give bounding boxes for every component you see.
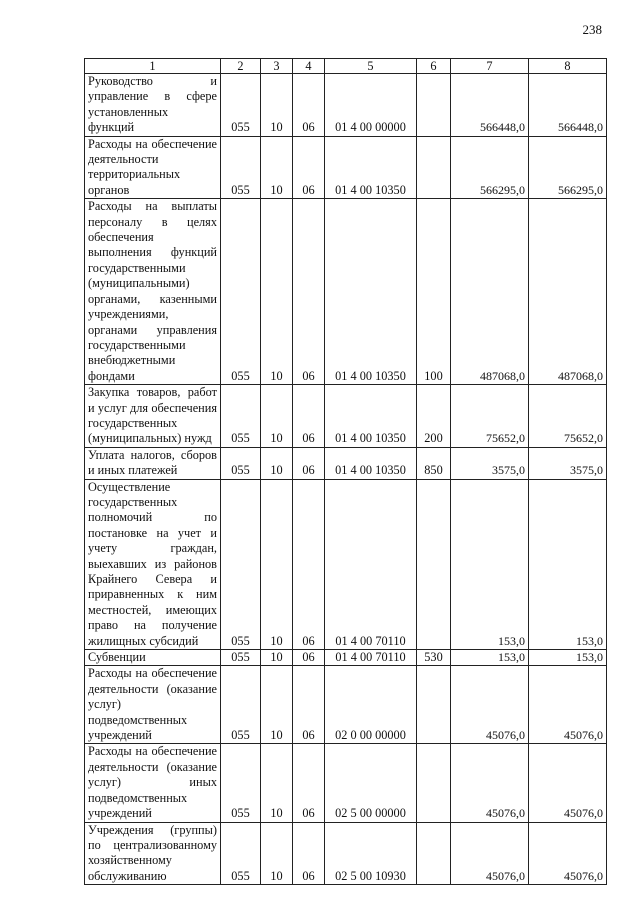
row-name-cell: Субвенции [85, 650, 221, 666]
section-code-cell: 10 [261, 74, 293, 137]
ministry-code-cell: 055 [221, 199, 261, 385]
expense-type-cell: 100 [417, 199, 451, 385]
table-row [85, 74, 607, 137]
amount-cell-year1: 45076,0 [451, 744, 529, 822]
budget-table [84, 58, 607, 885]
subsection-code-cell: 06 [293, 385, 325, 448]
expense-type-cell: 200 [417, 385, 451, 448]
expense-type-cell [417, 74, 451, 137]
ministry-code-cell: 055 [221, 650, 261, 666]
section-code-cell: 10 [261, 479, 293, 649]
expense-type-cell [417, 136, 451, 199]
row-name-cell: Расходы на обеспечение деятельности территориальных органов [85, 136, 221, 199]
ministry-code-cell: 055 [221, 744, 261, 822]
ministry-code-cell: 055 [221, 666, 261, 744]
subsection-code-cell: 06 [293, 199, 325, 385]
amount-cell-year1: 45076,0 [451, 822, 529, 885]
column-header: 7 [451, 59, 529, 74]
row-name-cell: Расходы на выплаты персоналу в целях обеспечения выполнения функций государственными (муниципальными) органами, казенными учреждениями, органами управления государственными внебюджетными фондами [85, 199, 221, 385]
row-name-cell: Закупка товаров, работ и услуг для обеспечения государственных (муниципальных) нужд [85, 385, 221, 448]
table-row [85, 385, 607, 448]
ministry-code-cell: 055 [221, 136, 261, 199]
amount-cell-year2: 566448,0 [529, 74, 607, 137]
column-header: 4 [293, 59, 325, 74]
table-row [85, 666, 607, 744]
amount-cell-year1: 45076,0 [451, 666, 529, 744]
amount-cell-year1: 75652,0 [451, 385, 529, 448]
page-number: 238 [582, 22, 602, 37]
table-row [85, 744, 607, 822]
ministry-code-cell: 055 [221, 822, 261, 885]
subsection-code-cell: 06 [293, 650, 325, 666]
table-row [85, 447, 607, 479]
subsection-code-cell: 06 [293, 744, 325, 822]
amount-cell-year2: 45076,0 [529, 666, 607, 744]
column-header: 1 [85, 59, 221, 74]
column-header: 2 [221, 59, 261, 74]
expense-type-cell [417, 744, 451, 822]
amount-cell-year2: 566295,0 [529, 136, 607, 199]
amount-cell-year1: 153,0 [451, 650, 529, 666]
ministry-code-cell: 055 [221, 479, 261, 649]
ministry-code-cell: 055 [221, 74, 261, 137]
section-code-cell: 10 [261, 822, 293, 885]
amount-cell-year1: 566448,0 [451, 74, 529, 137]
amount-cell-year2: 153,0 [529, 650, 607, 666]
expense-type-cell [417, 479, 451, 649]
expense-type-cell: 530 [417, 650, 451, 666]
target-article-cell: 01 4 00 10350 [325, 447, 417, 479]
row-name-cell: Учреждения (группы) по централизованному хозяйственному обслуживанию [85, 822, 221, 885]
subsection-code-cell: 06 [293, 74, 325, 137]
amount-cell-year2: 45076,0 [529, 744, 607, 822]
section-code-cell: 10 [261, 666, 293, 744]
table-header-row [85, 59, 607, 74]
amount-cell-year1: 3575,0 [451, 447, 529, 479]
table-row [85, 650, 607, 666]
amount-cell-year2: 75652,0 [529, 385, 607, 448]
amount-cell-year2: 3575,0 [529, 447, 607, 479]
column-header: 6 [417, 59, 451, 74]
subsection-code-cell: 06 [293, 666, 325, 744]
column-header: 8 [529, 59, 607, 74]
target-article-cell: 01 4 00 70110 [325, 650, 417, 666]
section-code-cell: 10 [261, 650, 293, 666]
expense-type-cell [417, 666, 451, 744]
row-name-cell: Осуществление государственных полномочий по постановке на учет и учету граждан, выехавших из районов Крайнего Севера и приравненных к ним местностей, имеющих право на получение жилищных субсидий [85, 479, 221, 649]
amount-cell-year1: 487068,0 [451, 199, 529, 385]
section-code-cell: 10 [261, 385, 293, 448]
target-article-cell: 02 5 00 00000 [325, 744, 417, 822]
section-code-cell: 10 [261, 136, 293, 199]
subsection-code-cell: 06 [293, 136, 325, 199]
section-code-cell: 10 [261, 199, 293, 385]
column-header: 5 [325, 59, 417, 74]
section-code-cell: 10 [261, 447, 293, 479]
target-article-cell: 01 4 00 10350 [325, 136, 417, 199]
expense-type-cell [417, 822, 451, 885]
subsection-code-cell: 06 [293, 479, 325, 649]
amount-cell-year2: 45076,0 [529, 822, 607, 885]
table-row [85, 136, 607, 199]
table-row [85, 199, 607, 385]
ministry-code-cell: 055 [221, 447, 261, 479]
table-row [85, 479, 607, 649]
amount-cell-year1: 153,0 [451, 479, 529, 649]
table-row [85, 822, 607, 885]
target-article-cell: 01 4 00 00000 [325, 74, 417, 137]
row-name-cell: Расходы на обеспечение деятельности (оказание услуг) иных подведомственных учреждений [85, 744, 221, 822]
row-name-cell: Руководство и управление в сфере установленных функций [85, 74, 221, 137]
ministry-code-cell: 055 [221, 385, 261, 448]
target-article-cell: 02 5 00 10930 [325, 822, 417, 885]
row-name-cell: Уплата налогов, сборов и иных платежей [85, 447, 221, 479]
target-article-cell: 02 0 00 00000 [325, 666, 417, 744]
target-article-cell: 01 4 00 10350 [325, 385, 417, 448]
amount-cell-year2: 487068,0 [529, 199, 607, 385]
amount-cell-year2: 153,0 [529, 479, 607, 649]
row-name-cell: Расходы на обеспечение деятельности (оказание услуг) подведомственных учреждений [85, 666, 221, 744]
target-article-cell: 01 4 00 70110 [325, 479, 417, 649]
section-code-cell: 10 [261, 744, 293, 822]
subsection-code-cell: 06 [293, 447, 325, 479]
subsection-code-cell: 06 [293, 822, 325, 885]
target-article-cell: 01 4 00 10350 [325, 199, 417, 385]
amount-cell-year1: 566295,0 [451, 136, 529, 199]
column-header: 3 [261, 59, 293, 74]
expense-type-cell: 850 [417, 447, 451, 479]
